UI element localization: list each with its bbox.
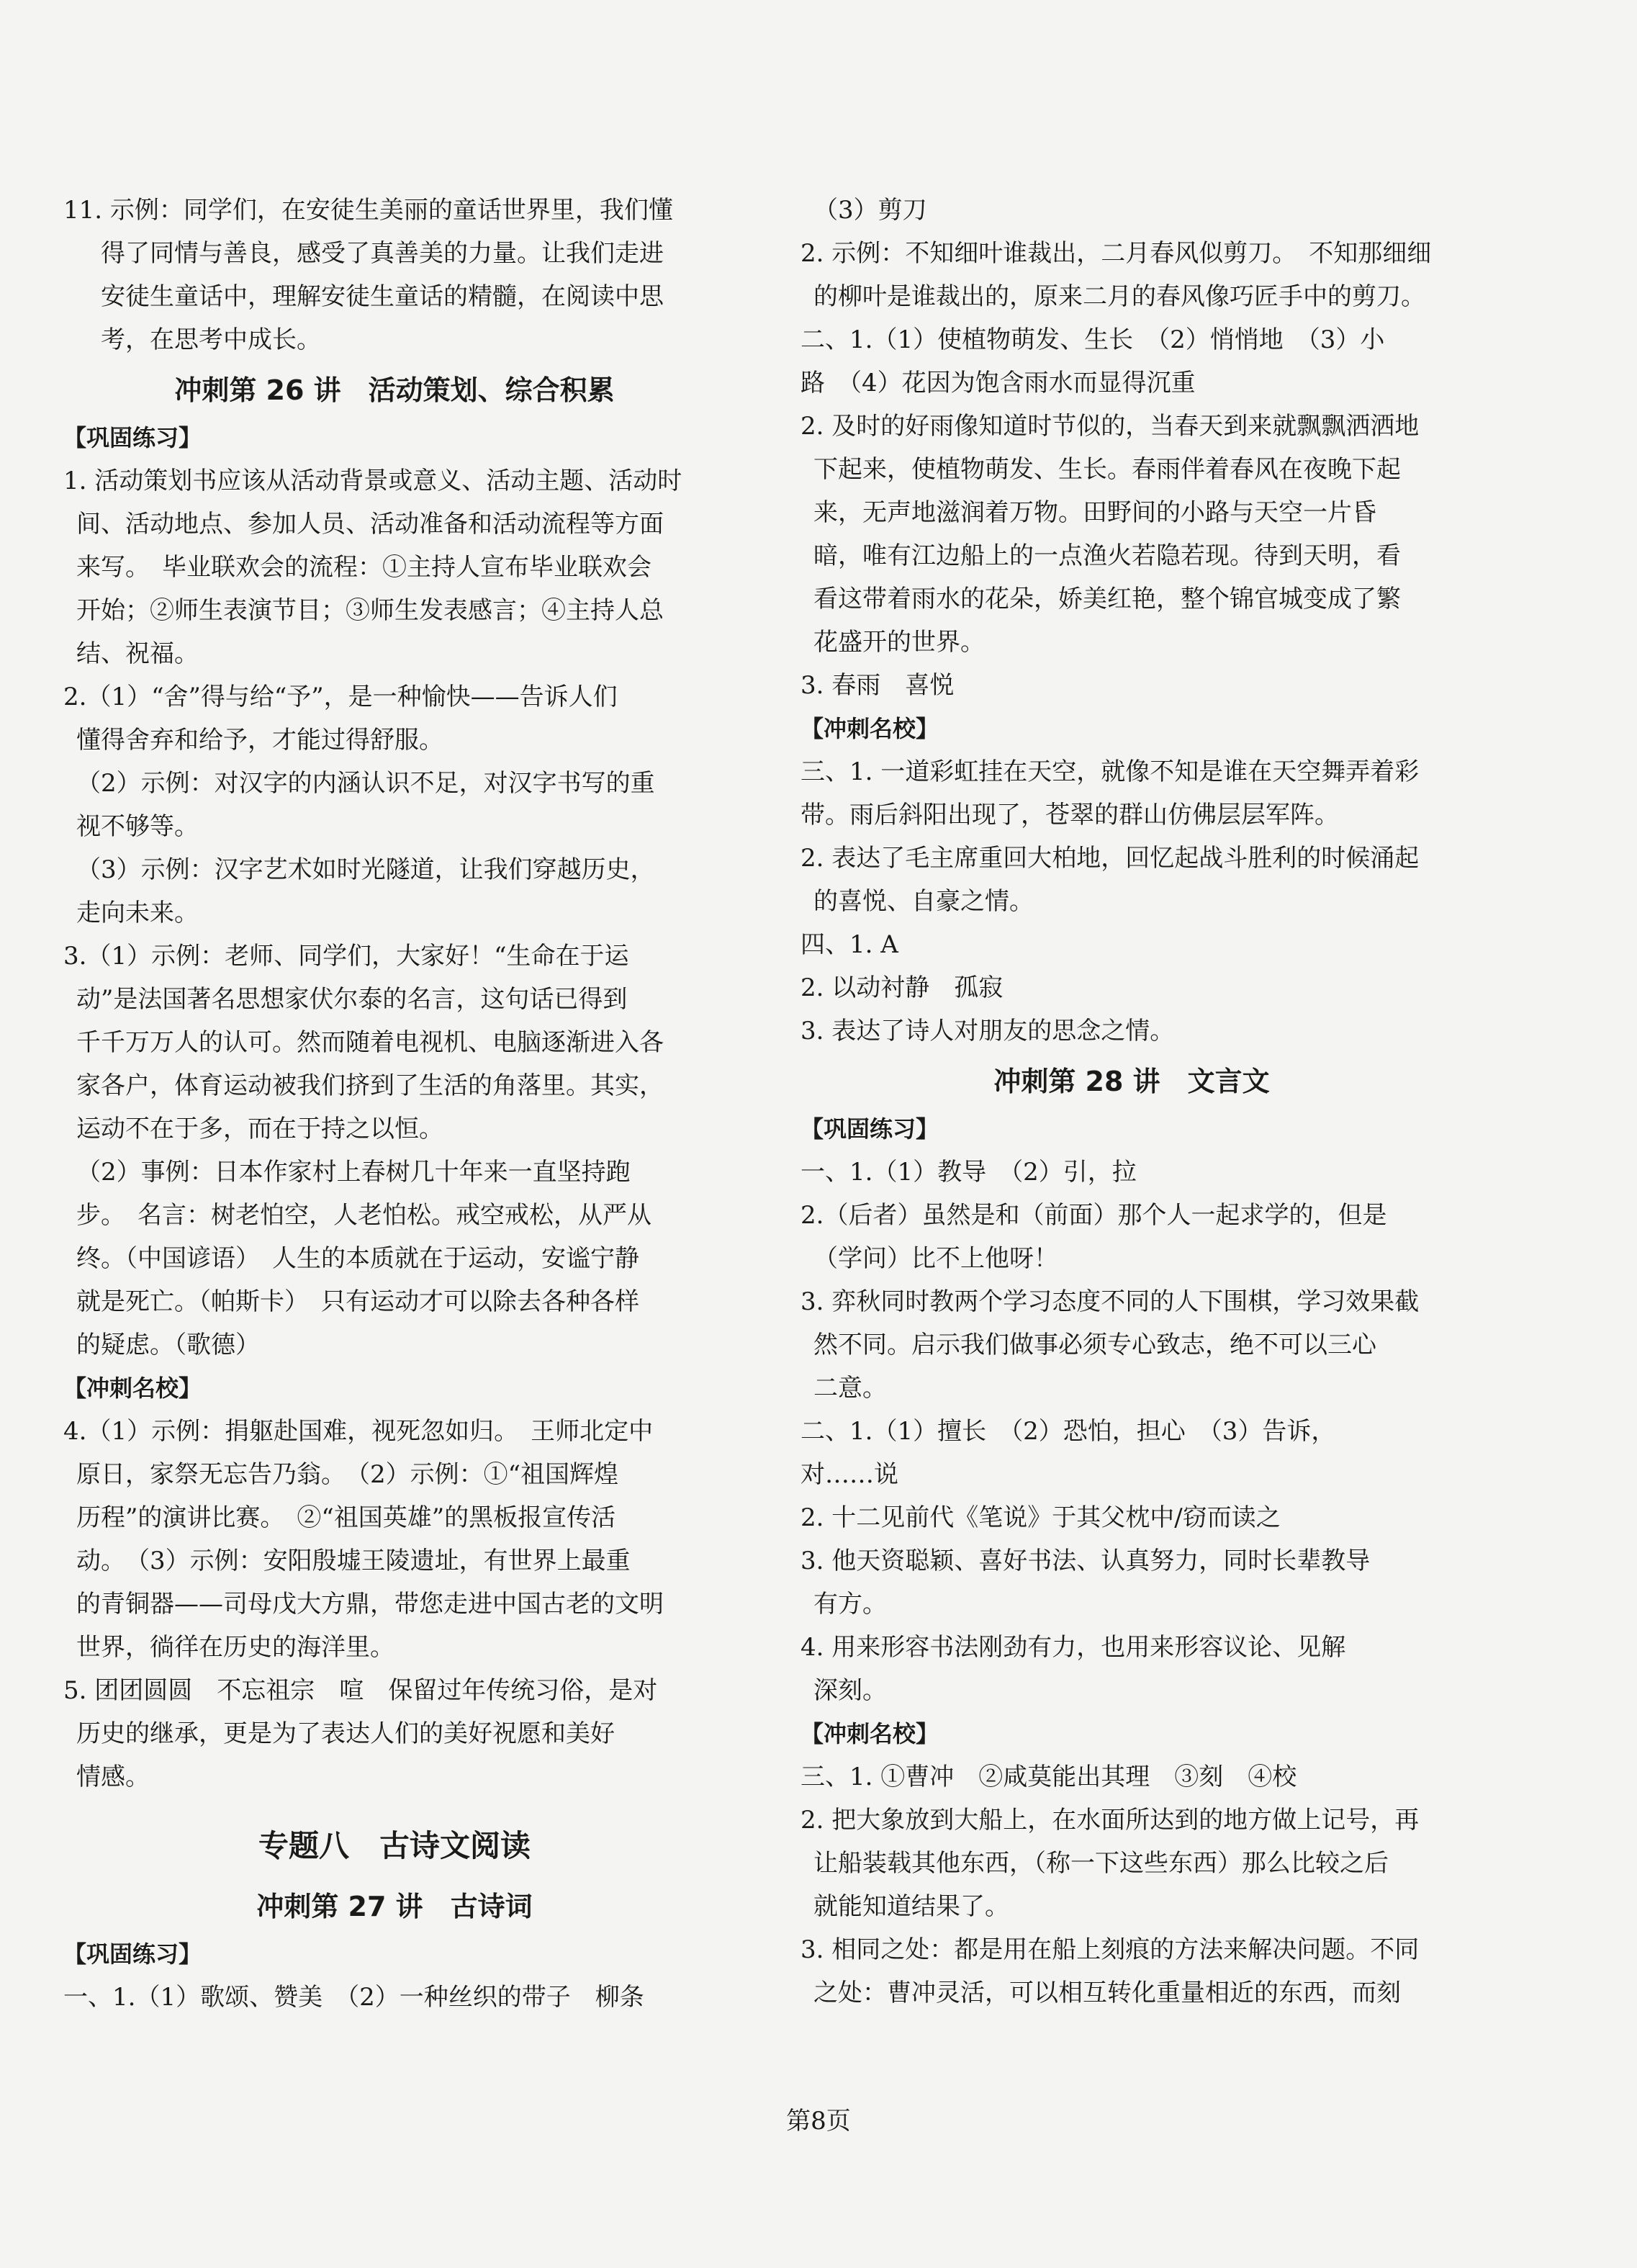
topic-heading: 专题八 古诗文阅读 — [258, 1828, 531, 1863]
text-line: 二、1.（1）使植物萌发、生长 （2）悄悄地 （3）小 — [801, 325, 1385, 354]
text-line: 的喜悦、自豪之情。 — [813, 887, 1034, 916]
text-line: 三、1. ①曹冲 ②咸莫能出其理 ③刻 ④校 — [801, 1763, 1297, 1791]
text-line: 2.（后者）虽然是和（前面）那个人一起求学的，但是 — [801, 1201, 1387, 1230]
text-line: （3）剪刀 — [813, 196, 927, 225]
text-line: 走向未来。 — [76, 899, 199, 927]
text-line: 间、活动地点、参加人员、活动准备和活动流程等方面 — [76, 510, 664, 539]
section-heading-27: 冲刺第 27 讲 古诗词 — [256, 1891, 533, 1922]
text-line: 一、1.（1）教导 （2）引，拉 — [801, 1158, 1137, 1187]
left-column — [63, 189, 726, 2019]
text-line: 开始；②师生表演节目；③师生发表感言；④主持人总 — [76, 596, 664, 625]
text-line: 的疑虑。（歌德） — [76, 1331, 260, 1359]
text-line: 历程”的演讲比赛。 ②“祖国英雄”的黑板报宣传活 — [76, 1503, 616, 1532]
text-line: 的青铜器——司母戊大方鼎，带您走进中国古老的文明 — [76, 1590, 664, 1619]
text-line: 1. 活动策划书应该从活动背景或意义、活动主题、活动时 — [63, 467, 682, 495]
text-line: 情感。 — [76, 1763, 150, 1791]
text-line: 有方。 — [813, 1590, 887, 1619]
text-line: （学问）比不上他呀！ — [813, 1244, 1058, 1273]
text-line: 2. 及时的好雨像知道时节似的，当春天到来就飘飘洒洒地 — [801, 412, 1420, 441]
section-heading-26: 冲刺第 26 讲 活动策划、综合积累 — [174, 374, 615, 406]
text-line: 花盛开的世界。 — [813, 628, 985, 657]
text-line: 3. 春雨 喜悦 — [801, 671, 955, 700]
text-line: 5. 团团圆圆 不忘祖宗 喧 保留过年传统习俗，是对 — [63, 1676, 658, 1705]
text-line: 结、祝福。 — [76, 639, 199, 668]
text-line: 千千万万人的认可。然而随着电视机、电脑逐渐进入各 — [76, 1028, 664, 1057]
text-line: 深刻。 — [813, 1676, 887, 1705]
text-line: 对……说 — [801, 1460, 898, 1489]
text-line: 看这带着雨水的花朵，娇美红艳，整个锦官城变成了繁 — [813, 585, 1401, 613]
text-line: 下起来，使植物萌发、生长。春雨伴着春风在夜晚下起 — [813, 455, 1401, 484]
text-line: 之处：曹冲灵活，可以相互转化重量相近的东西，而刻 — [813, 1979, 1401, 2007]
text-line: （3）示例：汉字艺术如时光隧道，让我们穿越历史， — [76, 855, 655, 884]
text-line: 11. 示例：同学们，在安徒生美丽的童话世界里，我们懂 — [63, 196, 673, 225]
text-line: 2. 把大象放到大船上，在水面所达到的地方做上记号，再 — [801, 1806, 1420, 1835]
text-line: 就能知道结果了。 — [813, 1892, 1009, 1921]
text-line: 安徒生童话中，理解安徒生童话的精髓，在阅读中思 — [101, 282, 664, 311]
text-line: 4.（1）示例：捐躯赴国难，视死忽如归。 王师北定中 — [63, 1417, 654, 1446]
text-line: 2. 示例：不知细叶谁裁出，二月春风似剪刀。 不知那细细 — [801, 239, 1432, 268]
text-line: 懂得舍弃和给予，才能过得舒服。 — [76, 726, 443, 755]
text-line: 3. 弈秋同时教两个学习态度不同的人下围棋，学习效果截 — [801, 1287, 1420, 1316]
text-line: 家各户，体育运动被我们挤到了生活的角落里。其实， — [76, 1071, 664, 1100]
text-line: 考，在思考中成长。 — [101, 325, 321, 354]
text-line: 运动不在于多，而在于持之以恒。 — [76, 1115, 443, 1143]
text-line: 3. 表达了诗人对朋友的思念之情。 — [801, 1017, 1175, 1045]
text-line: 四、1. A — [801, 930, 898, 959]
text-line: 3. 他天资聪颖、喜好书法、认真努力，同时长辈教导 — [801, 1547, 1371, 1575]
text-line: 2.（1）“舍”得与给“予”，是一种愉快——告诉人们 — [63, 683, 618, 711]
text-line: 2. 以动衬静 孤寂 — [801, 973, 1004, 1002]
text-line: 路 （4）花因为饱含雨水而显得沉重 — [801, 369, 1196, 397]
text-line: 暗，唯有江边船上的一点渔火若隐若现。待到天明，看 — [813, 541, 1401, 570]
text-line: 就是死亡。（帕斯卡） 只有运动才可以除去各种各样 — [76, 1287, 639, 1316]
text-line: 一、1.（1）歌颂、赞美 （2）一种丝织的带子 柳条 — [63, 1983, 644, 2012]
text-line: 3.（1）示例：老师、同学们，大家好！“生命在于运 — [63, 942, 629, 971]
subsection-label: 【巩固练习】 — [801, 1115, 939, 1143]
subsection-label: 【冲刺名校】 — [801, 1720, 939, 1747]
text-line: 3. 相同之处：都是用在船上刻痕的方法来解决问题。不同 — [801, 1935, 1420, 1964]
subsection-label: 【巩固练习】 — [63, 1940, 202, 1968]
text-line: 世界，徜徉在历史的海洋里。 — [76, 1633, 394, 1662]
text-line: （2）事例：日本作家村上春树几十年来一直坚持跑 — [76, 1158, 631, 1187]
text-line: 来，无声地滋润着万物。田野间的小路与天空一片昏 — [813, 498, 1376, 527]
page-number: 第8页 — [786, 2107, 851, 2136]
text-line: 步。 名言：树老怕空，人老怕松。戒空戒松，从严从 — [76, 1201, 651, 1230]
text-line: 终。（中国谚语） 人生的本质就在于运动，安谧宁静 — [76, 1244, 639, 1273]
right-column — [801, 189, 1463, 2015]
text-line: 原日，家祭无忘告乃翁。 （2）示例：①“祖国辉煌 — [76, 1460, 619, 1489]
subsection-label: 【冲刺名校】 — [801, 715, 939, 742]
text-line: 二、1.（1）擅长 （2）恐怕，担心 （3）告诉， — [801, 1417, 1336, 1446]
text-line: 三、1. 一道彩虹挂在天空，就像不知是谁在天空舞弄着彩 — [801, 757, 1420, 786]
text-line: （2）示例：对汉字的内涵认识不足，对汉字书写的重 — [76, 769, 655, 798]
section-heading-28: 冲刺第 28 讲 文言文 — [993, 1066, 1270, 1097]
text-line: 4. 用来形容书法刚劲有力，也用来形容议论、见解 — [801, 1633, 1346, 1662]
text-line: 历史的继承，更是为了表达人们的美好祝愿和美好 — [76, 1719, 615, 1748]
text-line: 得了同情与善良，感受了真善美的力量。让我们走进 — [101, 239, 664, 268]
text-line: 然不同。启示我们做事必须专心致志，绝不可以三心 — [813, 1331, 1376, 1359]
text-line: 来写。 毕业联欢会的流程：①主持人宣布毕业联欢会 — [76, 553, 651, 582]
text-line: 2. 十二见前代《笔说》于其父枕中/窃而读之 — [801, 1503, 1281, 1532]
text-line: 二意。 — [813, 1374, 887, 1403]
text-line: 2. 表达了毛主席重回大柏地，回忆起战斗胜利的时候涌起 — [801, 844, 1420, 873]
subsection-label: 【冲刺名校】 — [63, 1374, 202, 1402]
text-line: 的柳叶是谁裁出的，原来二月的春风像巧匠手中的剪刀。 — [813, 282, 1425, 311]
text-line: 视不够等。 — [76, 812, 199, 841]
text-line: 让船装载其他东西，（称一下这些东西）那么比较之后 — [813, 1849, 1389, 1878]
subsection-label: 【巩固练习】 — [63, 424, 202, 451]
text-line: 动。 （3）示例：安阳殷墟王陵遗址，有世界上最重 — [76, 1547, 631, 1575]
text-line: 动”是法国著名思想家伏尔泰的名言，这句话已得到 — [76, 985, 628, 1014]
text-line: 带。雨后斜阳出现了，苍翠的群山仿佛层层军阵。 — [801, 801, 1339, 829]
